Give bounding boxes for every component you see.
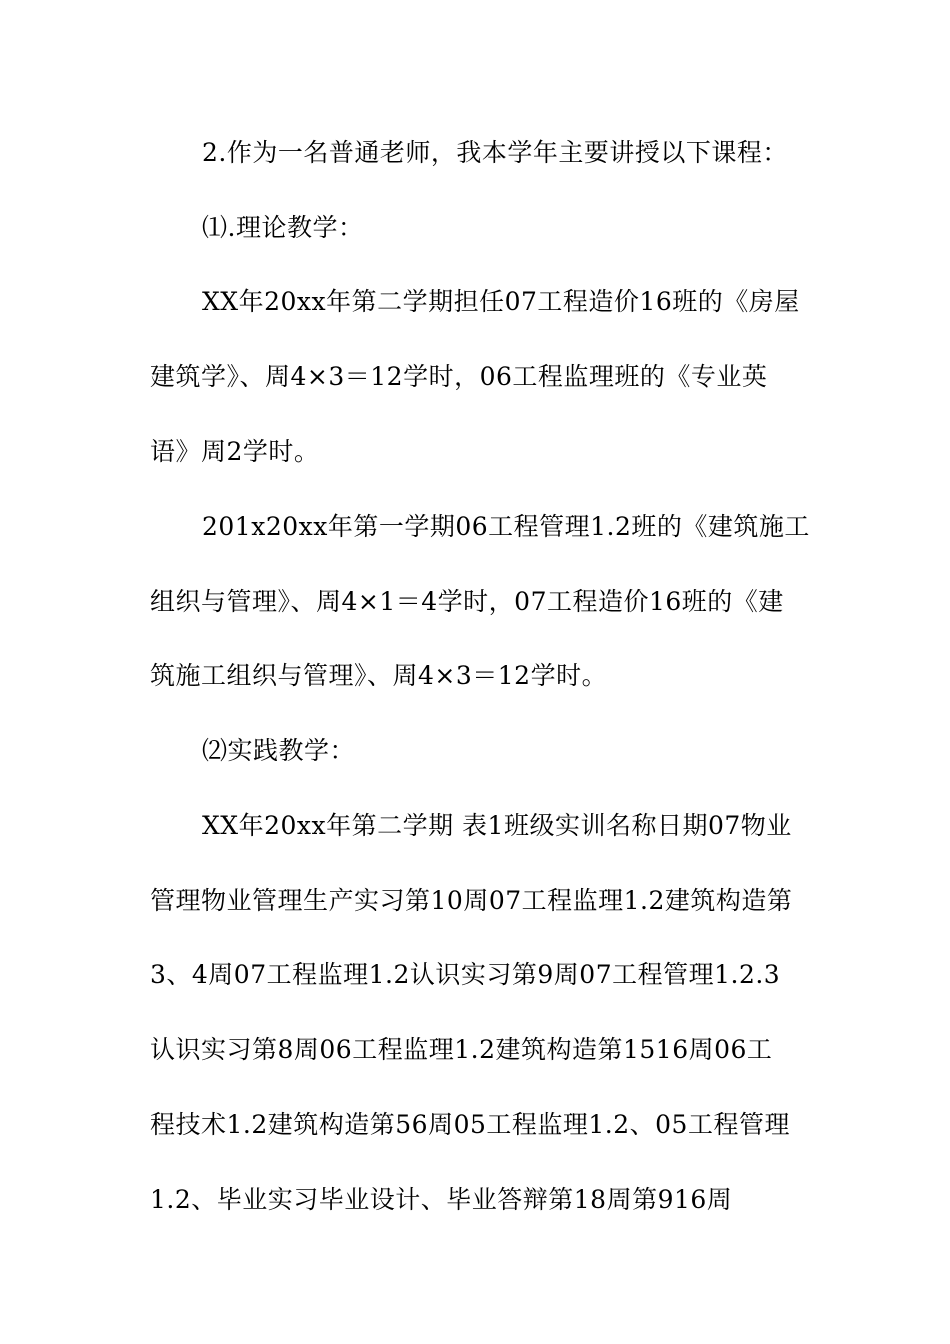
practice-line-1: XX年20xx年第二学期 表1班级实训名称日期07物业 [202,811,792,840]
heading-practice-teaching: ⑵实践教学： [202,736,356,765]
practice-line-3: 3、4周07工程监理1.2认识实习第9周07工程管理1.2.3 [150,960,781,989]
theory-line-4: 201x20xx年第一学期06工程管理1.2班的《建筑施工 [202,512,810,541]
heading-theory-teaching: ⑴.理论教学： [202,213,364,242]
practice-line-2: 管理物业管理生产实习第10周07工程监理1.2建筑构造第 [150,886,793,915]
practice-line-4: 认识实习第8周06工程监理1.2建筑构造第1516周06工 [150,1035,773,1064]
paragraph-intro: 2.作为一名普通老师，我本学年主要讲授以下课程： [202,138,788,167]
practice-line-6: 1.2、毕业实习毕业设计、毕业答辩第18周第916周 [150,1185,733,1214]
theory-line-6: 筑施工组织与管理》、周4×3＝12学时。 [150,661,608,690]
theory-line-3: 语》周2学时。 [150,437,320,466]
theory-line-1: XX年20xx年第二学期担任07工程造价16班的《房屋 [202,287,800,316]
theory-line-2: 建筑学》、周4×3＝12学时，06工程监理班的《专业英 [150,362,768,391]
theory-line-5: 组织与管理》、周4×1＝4学时，07工程造价16班的《建 [150,587,784,616]
practice-line-5: 程技术1.2建筑构造第56周05工程监理1.2、05工程管理 [150,1110,790,1139]
